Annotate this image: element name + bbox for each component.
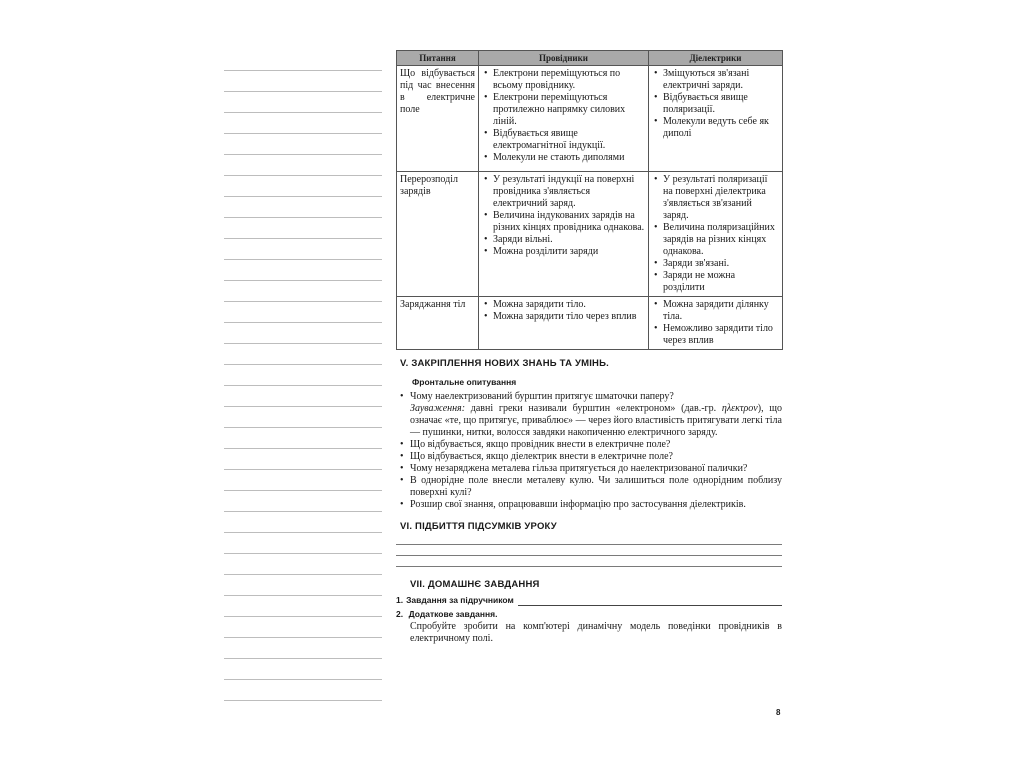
list-item: • Чому незаряджена металева гільза притягується до наелектризованої палички? <box>396 463 782 475</box>
item-number: 2. <box>396 609 404 619</box>
list-item: • Молекули не стають диполями <box>493 152 645 164</box>
list-item: • Молекули ведуть себе як диполі <box>663 116 779 140</box>
note-paragraph <box>396 403 782 439</box>
list-item: • У результаті індукції на поверхні провідника з'являється електричний заряд. <box>493 174 645 210</box>
table-row <box>397 297 783 350</box>
comparison-table <box>396 50 783 350</box>
list-item: • Розшир свої знання, опрацювавши інформацію про застосування діелектриків. <box>396 499 782 511</box>
note-text-1: давні греки називали бурштин «електроном» (дав.-гр. <box>465 403 722 414</box>
row-question: Заряджання тіл <box>397 297 479 350</box>
list-item: • У результаті поляризації на поверхні діелектрика з'являється зв'язаний заряд. <box>663 174 779 222</box>
table-header-row <box>397 51 783 66</box>
dielectrics-cell <box>649 172 783 297</box>
table-row <box>397 66 783 172</box>
question-list <box>396 439 782 511</box>
list-item: • Заряди вільні. <box>493 234 645 246</box>
note-label: Зауваження: <box>410 403 466 414</box>
note-word: ηλεκτρον <box>721 403 758 414</box>
list-item: • Неможливо зарядити тіло через вплив <box>663 323 779 347</box>
list-item: • Зміщуються зв'язані електричні заряди. <box>663 68 779 92</box>
list-item: • Чому наелектризований бурштин притягує шматочки паперу? <box>396 391 782 403</box>
conductors-cell <box>479 297 649 350</box>
list-item: • Що відбувається, якщо діелектрик внести в електричне поле? <box>396 451 782 463</box>
question-list <box>396 391 782 403</box>
header-dielectrics: Діелектрики <box>649 51 783 66</box>
section-5-title: V. ЗАКРІПЛЕННЯ НОВИХ ЗНАНЬ ТА УМІНЬ. <box>400 358 609 369</box>
row-question: Перерозподіл зарядів <box>397 172 479 297</box>
table-row <box>397 172 783 297</box>
section-5-subtitle: Фронтальне опитування <box>412 377 517 387</box>
list-item: • Можна зарядити тіло через вплив <box>493 311 645 323</box>
note-text-2: ), що означає «те, що притягує, приваблює» — через його властивість притягувати легкі тіла — пушинки, нитки, волосся завдяки накопиченню електричного заряду. <box>410 403 783 438</box>
notes-margin-lines <box>224 50 382 705</box>
homework-item-2-text: Спробуйте зробити на комп'ютері динамічну модель поведінки провідників в електричному полі. <box>410 621 782 644</box>
list-item: • Заряди не можна розділити <box>663 270 779 294</box>
conductors-cell <box>479 172 649 297</box>
list-item: • Можна зарядити ділянку тіла. <box>663 299 779 323</box>
list-item: • Відбувається явище поляризації. <box>663 92 779 116</box>
list-item: • Можна розділити заряди <box>493 246 645 258</box>
answer-line <box>396 555 782 556</box>
row-question: Що відбувається під час внесення в електричне поле <box>397 66 479 172</box>
list-item: • Заряди зв'язані. <box>663 258 779 270</box>
list-item: • Величина індукованих зарядів на різних кінцях провідника однакова. <box>493 210 645 234</box>
header-conductors: Провідники <box>479 51 649 66</box>
list-item: • Що відбувається, якщо провідник внести в електричне поле? <box>396 439 782 451</box>
fill-line <box>518 595 782 606</box>
section-7-title: VII. ДОМАШНЄ ЗАВДАННЯ <box>410 579 540 590</box>
list-item: • В однорідне поле внесли металеву кулю. Чи залишиться поле однорідним поблизу поверхні кулі? <box>396 475 782 499</box>
list-item: • Відбувається явище електромагнітної індукції. <box>493 128 645 152</box>
dielectrics-cell <box>649 66 783 172</box>
list-item: • Можна зарядити тіло. <box>493 299 645 311</box>
header-question: Питання <box>397 51 479 66</box>
homework-item-1 <box>396 594 782 606</box>
section-6-title: VI. ПІДБИТТЯ ПІДСУМКІВ УРОКУ <box>400 521 557 532</box>
page-content <box>396 50 782 645</box>
item-label: Додаткове завдання. <box>408 609 498 619</box>
answer-line <box>396 544 782 545</box>
page-number: 8 <box>776 708 781 717</box>
item-label: Завдання за підручником <box>406 595 514 605</box>
list-item: • Електрони переміщуються протилежно напрямку силових ліній. <box>493 92 645 128</box>
list-item: • Величина поляризаційних зарядів на різних кінцях однакова. <box>663 222 779 258</box>
dielectrics-cell <box>649 297 783 350</box>
item-number: 1. <box>396 595 404 605</box>
list-item: • Електрони переміщуються по всьому провіднику. <box>493 68 645 92</box>
answer-line <box>396 566 782 567</box>
homework-item-2 <box>396 608 782 621</box>
conductors-cell <box>479 66 649 172</box>
